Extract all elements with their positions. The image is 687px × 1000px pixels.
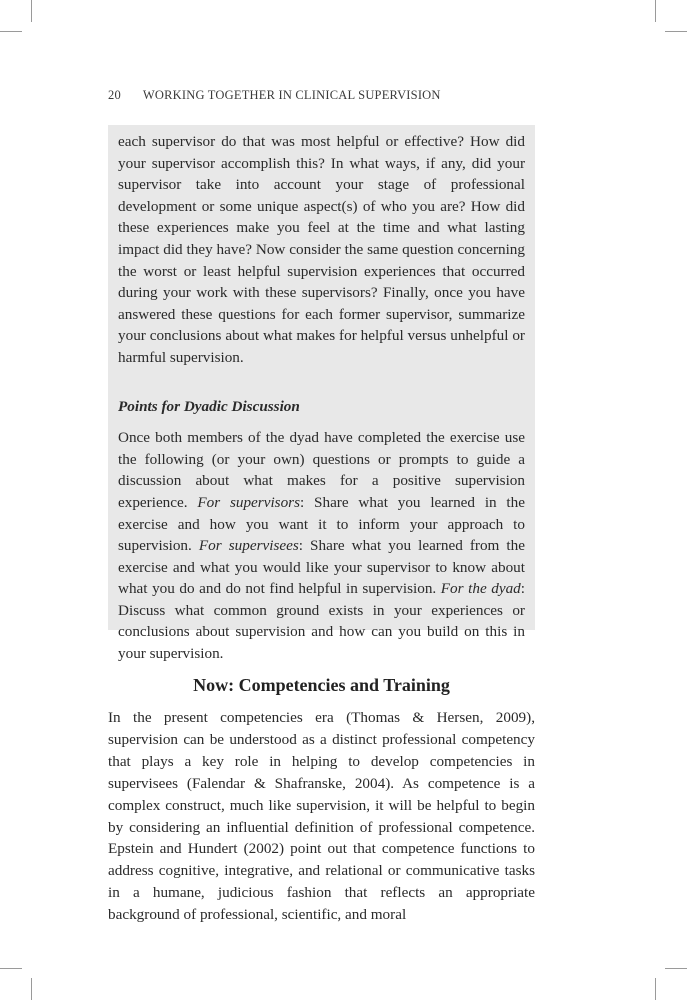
text-span: : Discuss what common ground exists in your experiences or conclusions about supervision and how can you build on this in your supervision. — [118, 580, 526, 663]
crop-mark — [655, 978, 656, 1000]
text-span: : Share what you learned in the exercise and how you want it to inform your approach to supervision. — [118, 493, 525, 555]
box-paragraph: each supervisor do that was most helpful or effective? How did your supervisor accomplish this? In what ways, if any, did your supervisor take into account your stage of professional development or some unique aspect(s) of who you are? How did these experiences make you feel at the time and what lasting impact did they have? Now consider the same question concerning the worst or least helpful supervision experiences that occurred during your work with these supervisors? Finally, once you have answered these questions for each former supervisor, summarize your conclusions about what makes for helpful versus unhelpful or harmful supervision. — [118, 133, 525, 366]
body-paragraph: In the present competencies era (Thomas & Hersen, 2009), supervision can be understood as a distinct professional competency that plays a key role in helping to develop competencies in supervisees (Falendar & Shafranske, 2004). As competence is a complex construct, much like supervision, it will be helpful to begin by considering an influential definition of professional competence. Epstein and Hundert (2002) point out that competence functions to address cognitive, integrative, and relational or communicative tasks in a humane, judicious fashion that reflects an appropriate background of professional, scientific, and moral — [108, 709, 535, 924]
page-number: 20 — [108, 88, 121, 102]
box-paragraph-discussion — [118, 427, 525, 665]
box-subheading: Points for Dyadic Discussion — [118, 397, 300, 415]
crop-mark — [665, 31, 687, 32]
role-label: For supervisors — [197, 493, 300, 511]
crop-mark — [655, 0, 656, 22]
crop-mark — [665, 968, 687, 969]
running-title: WORKING TOGETHER IN CLINICAL SUPERVISION — [142, 88, 441, 102]
text-span: : Share what you learned from the exercise and what you would like your supervisor to know about what you do and do not find helpful in supervision. — [118, 537, 525, 598]
role-label: For the dyad — [440, 580, 521, 598]
crop-mark — [31, 0, 32, 22]
crop-mark — [0, 31, 22, 32]
running-header — [108, 88, 441, 103]
crop-mark — [0, 968, 22, 969]
crop-mark — [31, 978, 32, 1000]
role-label: For supervisees — [198, 537, 299, 555]
exercise-box — [108, 125, 535, 663]
section-title: Now: Competencies and Training — [193, 675, 450, 695]
text-span: Once both members of the dyad have completed the exercise use the following (or your own) questions or prompts to guide a discussion about what makes for a positive supervision experience. — [118, 429, 525, 511]
